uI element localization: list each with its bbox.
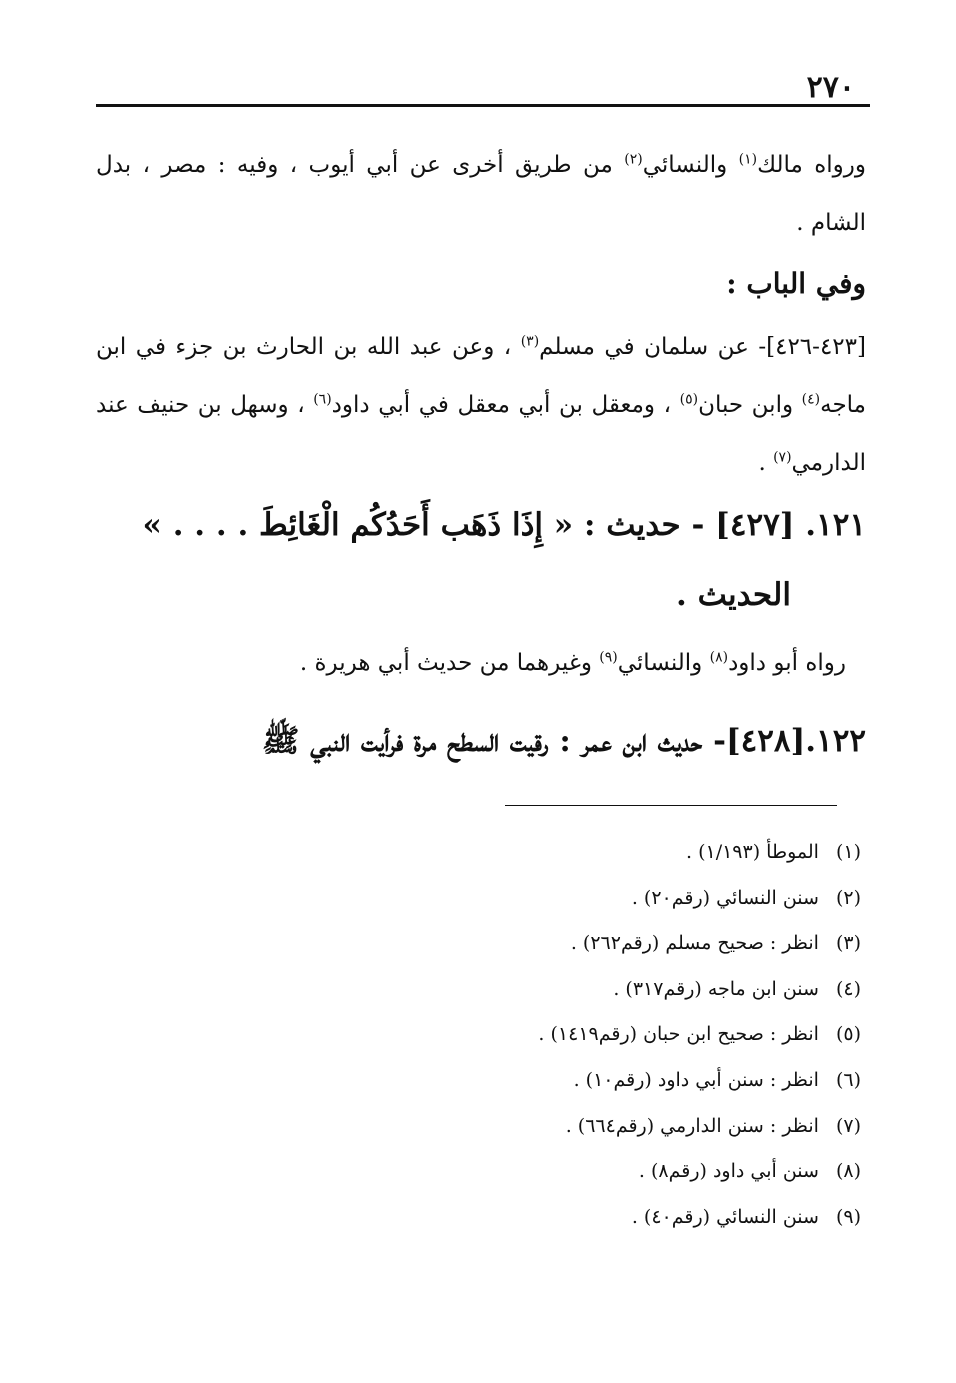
footnote-number: (٤)	[835, 977, 861, 1000]
footnote-ref-5[interactable]: (٥)	[679, 391, 699, 408]
footnote-item	[361, 1104, 861, 1150]
footnote-item	[361, 1149, 861, 1195]
footnote-number: (٩)	[835, 1205, 861, 1228]
para3-text-b: والنسائي	[617, 650, 710, 676]
para1-text-c: من طريق أخرى عن أبي أيوب ، وفيه : مصر ، بدل الشام .	[96, 152, 866, 236]
footnote-number: (٦)	[835, 1068, 861, 1091]
paragraph-riwaya-malik	[96, 136, 866, 252]
hadith-121-continuation: الحديث .	[676, 577, 791, 613]
para2-text-e: ، وسهل بن حنيف عند الدارمي	[96, 392, 866, 476]
para2-text-a: [٤٢٣-٤٢٦]- عن سلمان في مسلم	[539, 334, 866, 360]
footnote-item	[361, 1012, 861, 1058]
para1-text-a: ورواه مالك	[757, 152, 866, 178]
footnote-ref-8[interactable]: (٨)	[709, 649, 729, 666]
hadith-121-title: ١٢١. [٤٢٧] - حديث : « إِذَا ذَهَب أَحَدُكُم الْغَائِطَ . . . . »	[142, 507, 866, 543]
para2-text-b: ، وعن عبد الله بن الحارث بن جزء في ابن ماجه	[96, 334, 867, 418]
footnote-number: (٢)	[835, 886, 861, 909]
footnote-separator	[505, 805, 837, 806]
footnote-text: الموطأ (١/١٩٣) .	[685, 841, 819, 863]
footnote-ref-3[interactable]: (٣)	[520, 333, 540, 350]
paragraph-riwaya-abu-dawud	[96, 634, 846, 692]
footnote-text: سنن النسائي (رقم٢٠) .	[631, 886, 819, 909]
footnote-number: (١)	[835, 841, 861, 863]
paragraph-fil-bab	[96, 318, 866, 492]
footnote-ref-7[interactable]: (٧)	[773, 449, 792, 466]
footnote-text: انظر : صحيح مسلم (رقم٢٦٢) .	[570, 932, 819, 955]
footnote-text: سنن النسائي (رقم٤٠) .	[631, 1205, 819, 1228]
footnote-ref-9[interactable]: (٩)	[599, 649, 618, 666]
footnote-item	[361, 1058, 861, 1104]
section-heading: وفي الباب :	[726, 267, 866, 300]
footnote-number: (٧)	[835, 1114, 861, 1137]
page-number: ٢٧٠	[806, 70, 855, 105]
para2-text-d: ، ومعقل بن أبي معقل في أبي داود	[331, 392, 680, 418]
footnote-number: (٨)	[835, 1160, 861, 1183]
hadith-122-title: ١٢٢.[٤٢٨]- حديث ابن عمر : رقيت السطح مرة فرأيت النبي ﷺ	[261, 723, 866, 759]
footnote-ref-2[interactable]: (٢)	[624, 151, 643, 168]
footnote-item	[361, 967, 861, 1013]
footnote-ref-6[interactable]: (٦)	[313, 391, 332, 408]
footnote-text: انظر : سنن أبي داود (رقم١٠) .	[573, 1068, 819, 1091]
footnote-text: سنن أبي داود (رقم٨) .	[638, 1160, 819, 1183]
footnote-text: انظر : سنن الدارمي (رقم٦٦٤) .	[565, 1114, 819, 1137]
footnote-text: انظر : صحيح ابن حبان (رقم١٤١٩) .	[538, 1023, 819, 1046]
footnote-item	[361, 1195, 861, 1241]
para2-text-c: وابن حبان	[698, 392, 802, 418]
footnote-number: (٣)	[835, 932, 861, 955]
header-rule	[96, 104, 870, 107]
footnote-ref-1[interactable]: (١)	[738, 151, 758, 168]
para3-text-a: رواه أبو داود	[728, 650, 846, 676]
footnote-item	[361, 876, 861, 922]
footnote-number: (٥)	[835, 1023, 861, 1046]
para3-text-c: وغيرهما من حديث أبي هريرة .	[299, 650, 600, 676]
footnotes-list	[361, 830, 861, 1240]
footnote-text: سنن ابن ماجه (رقم٣١٧) .	[613, 977, 819, 1000]
footnote-ref-4[interactable]: (٤)	[801, 391, 821, 408]
footnote-item	[361, 921, 861, 967]
para2-text-f: .	[758, 450, 774, 476]
footnote-item	[361, 830, 861, 876]
para1-text-b: والنسائي	[642, 152, 739, 178]
